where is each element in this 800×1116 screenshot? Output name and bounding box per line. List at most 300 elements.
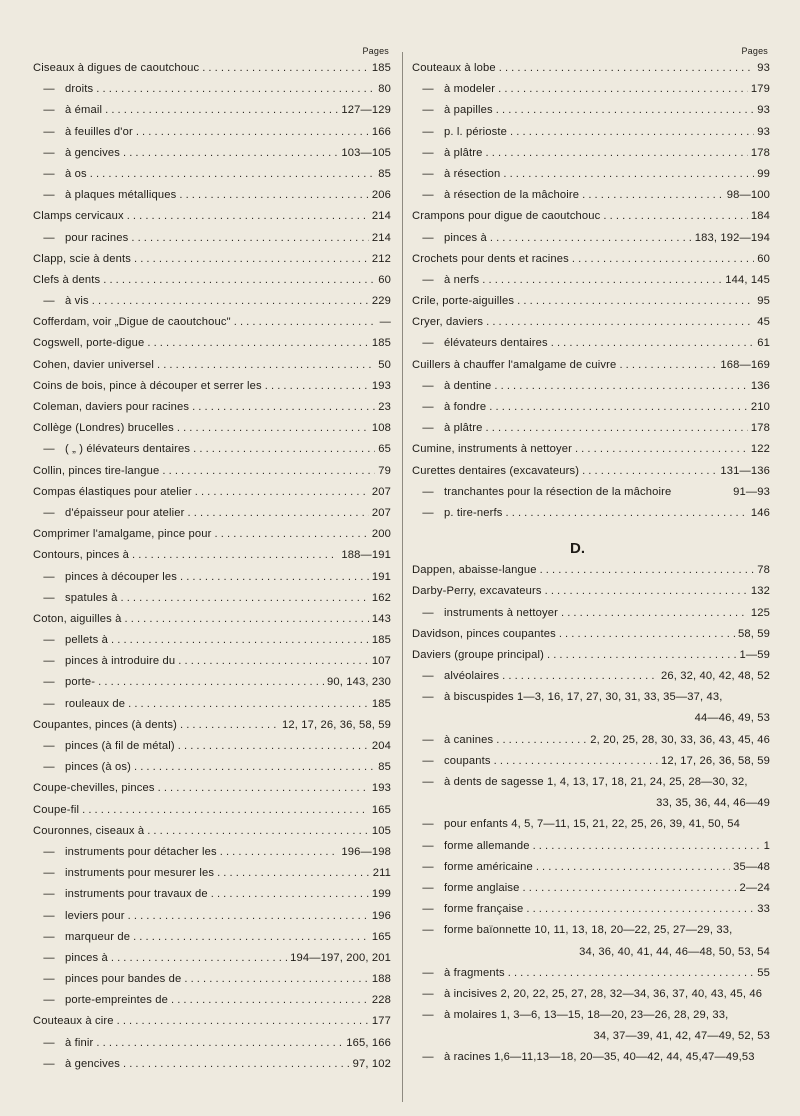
repeat-dash: — bbox=[43, 888, 55, 901]
entry-term: forme française bbox=[444, 903, 524, 916]
page-ref: 177 bbox=[371, 1015, 391, 1028]
repeat-dash: — bbox=[43, 570, 55, 583]
index-entry bbox=[33, 122, 391, 143]
leader-dots bbox=[494, 376, 747, 397]
right-entry-list-d bbox=[412, 560, 770, 1069]
page-ref: 207 bbox=[371, 506, 391, 519]
page-ref: 178 bbox=[750, 146, 770, 159]
entry-term: Cofferdam, voir „Digue de caoutchouc" bbox=[33, 316, 231, 329]
page-ref: 185 bbox=[371, 337, 391, 350]
repeat-dash: — bbox=[43, 845, 55, 858]
index-entry bbox=[412, 878, 770, 899]
entry-term: leviers pour bbox=[65, 909, 125, 922]
repeat-dash: — bbox=[43, 1036, 55, 1049]
page-ref: 144, 145 bbox=[725, 273, 770, 286]
index-entry bbox=[412, 603, 770, 624]
index-entry bbox=[412, 1005, 770, 1026]
leader-dots bbox=[533, 836, 761, 857]
entry-term: à plâtre bbox=[444, 146, 483, 159]
leader-dots bbox=[98, 672, 324, 693]
index-entry bbox=[33, 333, 391, 354]
index-entry bbox=[412, 79, 770, 100]
index-entry bbox=[33, 503, 391, 524]
page-ref: 105 bbox=[371, 824, 391, 837]
page-ref: 79 bbox=[378, 464, 391, 477]
index-entry bbox=[33, 461, 391, 482]
entry-term: pinces à découper les bbox=[65, 570, 177, 583]
leader-dots bbox=[128, 694, 369, 715]
index-entry bbox=[412, 333, 770, 354]
index-entry bbox=[412, 355, 770, 376]
index-entry bbox=[412, 418, 770, 439]
index-entry bbox=[412, 482, 770, 503]
page-ref: 1—59 bbox=[739, 648, 770, 661]
page-ref: 194—197, 200, 201 bbox=[290, 951, 391, 964]
leader-dots bbox=[265, 376, 369, 397]
leader-dots bbox=[486, 418, 748, 439]
leader-dots bbox=[526, 899, 754, 920]
page-ref: 85 bbox=[378, 167, 391, 180]
index-entry bbox=[33, 757, 391, 778]
page-ref: 12, 17, 26, 36, 58, 59 bbox=[281, 718, 391, 731]
page-ref: 191 bbox=[371, 570, 391, 583]
entry-term: p. tire-nerfs bbox=[444, 506, 503, 519]
index-entry bbox=[412, 751, 770, 772]
page-ref: 207 bbox=[371, 485, 391, 498]
leader-dots bbox=[517, 291, 754, 312]
index-entry bbox=[33, 778, 391, 799]
leader-dots bbox=[498, 79, 748, 100]
index-entry bbox=[412, 439, 770, 460]
leader-dots bbox=[490, 228, 692, 249]
leader-dots bbox=[195, 482, 369, 503]
index-entry bbox=[412, 560, 770, 581]
pages-header: Pages bbox=[362, 46, 389, 56]
entry-term: Coupe-chevilles, pinces bbox=[33, 782, 155, 795]
entry-term: Clapp, scie à dents bbox=[33, 252, 131, 265]
repeat-dash: — bbox=[43, 909, 55, 922]
page-ref: 2—24 bbox=[739, 881, 770, 894]
entry-term: à modeler bbox=[444, 83, 496, 96]
page-ref: 60 bbox=[757, 252, 770, 265]
page-ref: 162 bbox=[371, 591, 391, 604]
repeat-dash: — bbox=[422, 1009, 434, 1022]
entry-term: Daviers (groupe principal) bbox=[412, 648, 544, 661]
page-ref: 183, 192—194 bbox=[694, 231, 770, 244]
page-ref-continuation: 34, 36, 40, 41, 44, 46—48, 50, 53, 54 bbox=[579, 945, 770, 958]
page-ref: 93 bbox=[757, 104, 770, 117]
page-ref: 214 bbox=[371, 231, 391, 244]
entry-term: Crile, porte-aiguilles bbox=[412, 295, 515, 308]
page-ref: 229 bbox=[371, 295, 391, 308]
entry-term: pinces (à fil de métal) bbox=[65, 740, 175, 752]
repeat-dash: — bbox=[43, 231, 55, 244]
entry-term: Davidson, pinces coupantes bbox=[412, 627, 556, 640]
leader-dots bbox=[82, 800, 369, 821]
repeat-dash: — bbox=[422, 881, 434, 894]
leader-dots bbox=[178, 736, 369, 757]
index-entry bbox=[33, 672, 391, 693]
index-entry bbox=[412, 836, 770, 857]
leader-dots bbox=[188, 503, 369, 524]
index-entry bbox=[412, 291, 770, 312]
page-ref: 95 bbox=[757, 295, 770, 308]
entry-term: pour enfants 4, 5, 7—11, 15, 21, 22, 25, 26, 39, 41, 50, 54 bbox=[444, 818, 740, 831]
leader-dots bbox=[575, 439, 748, 460]
page-ref: 58, 59 bbox=[737, 627, 770, 640]
leader-dots bbox=[178, 651, 369, 672]
index-entry bbox=[412, 461, 770, 482]
repeat-dash: — bbox=[422, 987, 434, 1000]
page-ref: 131—136 bbox=[720, 464, 770, 477]
repeat-dash: — bbox=[422, 776, 434, 788]
index-entry bbox=[412, 143, 770, 164]
repeat-dash: — bbox=[43, 761, 55, 774]
entry-term: à gencives bbox=[65, 1057, 120, 1070]
leader-dots bbox=[105, 100, 338, 121]
entry-term: Collège (Londres) brucelles bbox=[33, 422, 174, 435]
page-ref: 204 bbox=[371, 740, 391, 752]
page-ref: 206 bbox=[371, 189, 391, 202]
leader-dots bbox=[134, 249, 369, 270]
repeat-dash: — bbox=[422, 606, 434, 619]
page-ref: 214 bbox=[371, 210, 391, 223]
repeat-dash: — bbox=[422, 167, 434, 180]
index-entry bbox=[412, 984, 770, 1005]
repeat-dash: — bbox=[422, 337, 434, 350]
index-entry bbox=[412, 645, 770, 666]
page-ref: 60 bbox=[378, 273, 391, 286]
leader-dots bbox=[536, 857, 730, 878]
leader-dots bbox=[202, 58, 369, 79]
entry-term: à dents de sagesse 1, 4, 13, 17, 18, 21, 24, 25, 28—30, 32, bbox=[444, 776, 748, 788]
leader-dots bbox=[502, 666, 658, 687]
leader-dots bbox=[96, 79, 375, 100]
leader-dots bbox=[561, 603, 748, 624]
entry-term: à feuilles d'or bbox=[65, 125, 133, 138]
leader-dots bbox=[489, 397, 748, 418]
leader-dots bbox=[128, 906, 369, 927]
repeat-dash: — bbox=[422, 231, 434, 244]
repeat-dash: — bbox=[43, 634, 55, 647]
page-ref: 125 bbox=[750, 606, 770, 619]
page-ref-continuation: 33, 35, 36, 44, 46—49 bbox=[656, 797, 770, 810]
page-ref: 196 bbox=[371, 909, 391, 922]
entry-term: instruments pour détacher les bbox=[65, 845, 217, 858]
repeat-dash: — bbox=[422, 924, 434, 937]
entry-term: à vis bbox=[65, 295, 89, 308]
page-ref: 45 bbox=[757, 316, 770, 329]
index-entry bbox=[412, 228, 770, 249]
repeat-dash: — bbox=[43, 973, 55, 986]
entry-term: à nerfs bbox=[444, 273, 480, 286]
index-entry bbox=[33, 545, 391, 566]
repeat-dash: — bbox=[43, 930, 55, 943]
index-entry bbox=[33, 206, 391, 227]
leader-dots bbox=[96, 1033, 343, 1054]
page-ref: 178 bbox=[750, 422, 770, 435]
leader-dots bbox=[603, 206, 747, 227]
index-entry bbox=[33, 397, 391, 418]
column-divider bbox=[402, 52, 403, 1102]
index-entry bbox=[412, 687, 770, 708]
index-entry bbox=[412, 58, 770, 79]
entry-term: Cumine, instruments à nettoyer bbox=[412, 443, 572, 456]
page-ref: 26, 32, 40, 42, 48, 52 bbox=[660, 670, 770, 683]
entry-term: rouleaux de bbox=[65, 697, 126, 710]
entry-term: spatules à bbox=[65, 591, 118, 604]
entry-term: à résection de la mâchoire bbox=[444, 189, 580, 202]
leader-dots bbox=[496, 730, 587, 751]
index-entry bbox=[33, 821, 391, 842]
page-ref: 108 bbox=[371, 422, 391, 435]
page-ref-continuation: 44—46, 49, 53 bbox=[694, 712, 770, 725]
entry-term: Coton, aiguilles à bbox=[33, 612, 122, 625]
leader-dots bbox=[147, 333, 369, 354]
leader-dots bbox=[92, 291, 369, 312]
leader-dots bbox=[545, 581, 748, 602]
leader-dots bbox=[103, 270, 375, 291]
entry-term: Cogswell, porte-digue bbox=[33, 337, 145, 350]
entry-term: pinces à bbox=[65, 951, 108, 964]
entry-term: pinces (à os) bbox=[65, 761, 131, 774]
entry-term: pinces pour bandes de bbox=[65, 973, 182, 986]
repeat-dash: — bbox=[43, 697, 55, 710]
page-ref: 184 bbox=[750, 210, 770, 223]
page-ref: 91—93 bbox=[733, 485, 770, 498]
index-entry bbox=[33, 100, 391, 121]
index-entry bbox=[33, 1054, 391, 1075]
entry-term: à incisives 2, 20, 22, 25, 27, 28, 32—34, 36, 37, 40, 43, 45, 46 bbox=[444, 987, 763, 1000]
index-entry bbox=[33, 524, 391, 545]
leader-dots bbox=[559, 624, 735, 645]
leader-dots bbox=[111, 948, 287, 969]
repeat-dash: — bbox=[43, 146, 55, 159]
page-ref: 185 bbox=[371, 697, 391, 710]
entry-term: Cryer, daviers bbox=[412, 316, 484, 329]
leader-dots bbox=[180, 715, 279, 736]
entry-term: à racines 1,6—11,13—18, 20—35, 40—42, 44, 45,47—49,53 bbox=[444, 1051, 755, 1064]
repeat-dash: — bbox=[422, 966, 434, 979]
page-ref: 185 bbox=[371, 62, 391, 74]
repeat-dash: — bbox=[422, 860, 434, 873]
right-column bbox=[412, 44, 770, 1069]
repeat-dash: — bbox=[422, 83, 434, 96]
repeat-dash: — bbox=[422, 146, 434, 159]
entry-term: Ciseaux à digues de caoutchouc bbox=[33, 62, 200, 74]
page-ref-continuation: 34, 37—39, 41, 42, 47—49, 52, 53 bbox=[593, 1030, 770, 1043]
repeat-dash: — bbox=[43, 443, 55, 456]
index-entry bbox=[412, 730, 770, 751]
repeat-dash: — bbox=[43, 167, 55, 180]
entry-term: instruments à nettoyer bbox=[444, 606, 558, 619]
entry-term: Couteaux à cire bbox=[33, 1015, 114, 1028]
page-ref: 212 bbox=[371, 252, 391, 265]
index-entry bbox=[33, 842, 391, 863]
repeat-dash: — bbox=[43, 506, 55, 519]
leader-dots bbox=[496, 100, 754, 121]
index-entry bbox=[33, 312, 391, 333]
repeat-dash: — bbox=[422, 691, 434, 704]
leader-dots bbox=[215, 524, 369, 545]
entry-term: marqueur de bbox=[65, 930, 131, 943]
leader-dots bbox=[510, 122, 754, 143]
leader-dots bbox=[486, 143, 748, 164]
index-entry bbox=[412, 920, 770, 941]
entry-term: Darby-Perry, excavateurs bbox=[412, 585, 542, 598]
repeat-dash: — bbox=[43, 83, 55, 96]
entry-term: porte- bbox=[65, 676, 96, 689]
index-entry bbox=[33, 143, 391, 164]
page-ref: 200 bbox=[371, 528, 391, 541]
entry-term: Crampons pour digue de caoutchouc bbox=[412, 210, 601, 223]
page-ref: 193 bbox=[371, 379, 391, 392]
page-ref: 90, 143, 230 bbox=[326, 676, 391, 689]
leader-dots bbox=[127, 206, 369, 227]
left-entry-list bbox=[33, 58, 391, 1075]
entry-term: Dappen, abaisse-langue bbox=[412, 564, 537, 577]
index-entry bbox=[33, 249, 391, 270]
repeat-dash: — bbox=[43, 295, 55, 308]
repeat-dash: — bbox=[43, 104, 55, 117]
entry-term: pour racines bbox=[65, 231, 129, 244]
entry-term: à os bbox=[65, 167, 87, 180]
entry-term: à résection bbox=[444, 167, 501, 180]
leader-dots bbox=[123, 143, 338, 164]
entry-term: Clamps cervicaux bbox=[33, 210, 124, 223]
repeat-dash: — bbox=[422, 104, 434, 117]
leader-dots bbox=[211, 884, 369, 905]
entry-term: Curettes dentaires (excavateurs) bbox=[412, 464, 580, 477]
entry-term: Coins de bois, pince à découper et serrer les bbox=[33, 379, 262, 392]
repeat-dash: — bbox=[422, 754, 434, 767]
repeat-dash: — bbox=[43, 676, 55, 689]
repeat-dash: — bbox=[422, 506, 434, 519]
entry-term: forme américaine bbox=[444, 860, 533, 873]
entry-term: Coupe-fil bbox=[33, 803, 80, 816]
leader-dots bbox=[111, 630, 369, 651]
index-entry bbox=[33, 609, 391, 630]
index-entry bbox=[33, 418, 391, 439]
leader-dots bbox=[499, 58, 755, 79]
leader-dots bbox=[147, 821, 369, 842]
index-entry bbox=[412, 1047, 770, 1068]
repeat-dash: — bbox=[422, 818, 434, 831]
page-ref: 12, 17, 26, 36, 58, 59 bbox=[660, 754, 770, 767]
index-entry bbox=[412, 206, 770, 227]
page-ref: 228 bbox=[371, 994, 391, 1007]
leader-dots bbox=[184, 969, 369, 990]
leader-dots bbox=[90, 164, 376, 185]
repeat-dash: — bbox=[43, 1057, 55, 1070]
entry-term: Comprimer l'amalgame, pince pour bbox=[33, 528, 212, 541]
index-entry bbox=[412, 581, 770, 602]
leader-dots bbox=[177, 418, 369, 439]
index-entry bbox=[33, 270, 391, 291]
leader-dots bbox=[482, 270, 722, 291]
index-entry bbox=[33, 969, 391, 990]
index-entry bbox=[412, 249, 770, 270]
index-entry bbox=[33, 185, 391, 206]
repeat-dash: — bbox=[422, 1051, 434, 1064]
leader-dots bbox=[171, 990, 369, 1011]
right-entry-list-c bbox=[412, 58, 770, 524]
entry-term: à plâtre bbox=[444, 422, 483, 435]
leader-dots bbox=[217, 863, 370, 884]
repeat-dash: — bbox=[422, 422, 434, 435]
page-ref: 196—198 bbox=[341, 845, 391, 858]
index-entry bbox=[33, 651, 391, 672]
index-entry bbox=[33, 630, 391, 651]
entry-term: d'épaisseur pour atelier bbox=[65, 506, 185, 519]
index-entry bbox=[33, 376, 391, 397]
repeat-dash: — bbox=[43, 189, 55, 202]
entry-term: Couteaux à lobe bbox=[412, 62, 496, 74]
leader-dots bbox=[117, 1011, 369, 1032]
repeat-dash: — bbox=[43, 951, 55, 964]
entry-term: à molaires 1, 3—6, 13—15, 18—20, 23—26, 28, 29, 33, bbox=[444, 1009, 729, 1022]
index-entry bbox=[33, 79, 391, 100]
index-entry bbox=[412, 814, 770, 835]
index-entry bbox=[33, 884, 391, 905]
leader-dots bbox=[133, 927, 369, 948]
repeat-dash: — bbox=[43, 994, 55, 1007]
entry-term: Compas élastiques pour atelier bbox=[33, 485, 192, 498]
page-ref: 199 bbox=[371, 888, 391, 901]
page-ref: 98—100 bbox=[726, 189, 770, 202]
index-entry bbox=[33, 948, 391, 969]
index-entry bbox=[412, 312, 770, 333]
index-entry bbox=[33, 567, 391, 588]
index-entry bbox=[33, 228, 391, 249]
index-entry bbox=[412, 185, 770, 206]
leader-dots bbox=[506, 503, 748, 524]
entry-term: Collin, pinces tire-langue bbox=[33, 464, 160, 477]
repeat-dash: — bbox=[43, 867, 55, 880]
repeat-dash: — bbox=[422, 125, 434, 138]
page-ref: 132 bbox=[750, 585, 770, 598]
leader-dots bbox=[132, 545, 338, 566]
page-ref: 50 bbox=[378, 358, 391, 371]
index-entry bbox=[33, 715, 391, 736]
page-ref: 80 bbox=[378, 83, 391, 96]
leader-dots bbox=[131, 228, 369, 249]
leader-dots bbox=[123, 1054, 350, 1075]
entry-term: Clefs à dents bbox=[33, 273, 101, 286]
index-entry bbox=[33, 291, 391, 312]
page-ref: 93 bbox=[757, 62, 770, 74]
page-ref: 165 bbox=[371, 930, 391, 943]
leader-dots bbox=[162, 461, 375, 482]
leader-dots bbox=[220, 842, 339, 863]
entry-term: p. l. périoste bbox=[444, 125, 508, 138]
entry-term: à gencives bbox=[65, 146, 120, 159]
entry-term: Coupantes, pinces (à dents) bbox=[33, 718, 177, 731]
repeat-dash: — bbox=[43, 655, 55, 668]
index-entry bbox=[412, 100, 770, 121]
leader-dots bbox=[179, 185, 369, 206]
index-entry bbox=[412, 376, 770, 397]
entry-term: Cuillers à chauffer l'amalgame de cuivre bbox=[412, 358, 617, 371]
page-ref: 85 bbox=[378, 761, 391, 774]
leader-dots bbox=[157, 355, 375, 376]
repeat-dash: — bbox=[422, 670, 434, 683]
entry-term: à dentine bbox=[444, 379, 492, 392]
page-ref: 61 bbox=[757, 337, 770, 350]
entry-term: à biscuspides 1—3, 16, 17, 27, 30, 31, 33, 35—37, 43, bbox=[444, 691, 723, 704]
entry-term: pinces à bbox=[444, 231, 487, 244]
entry-term: Couronnes, ciseaux à bbox=[33, 824, 145, 837]
